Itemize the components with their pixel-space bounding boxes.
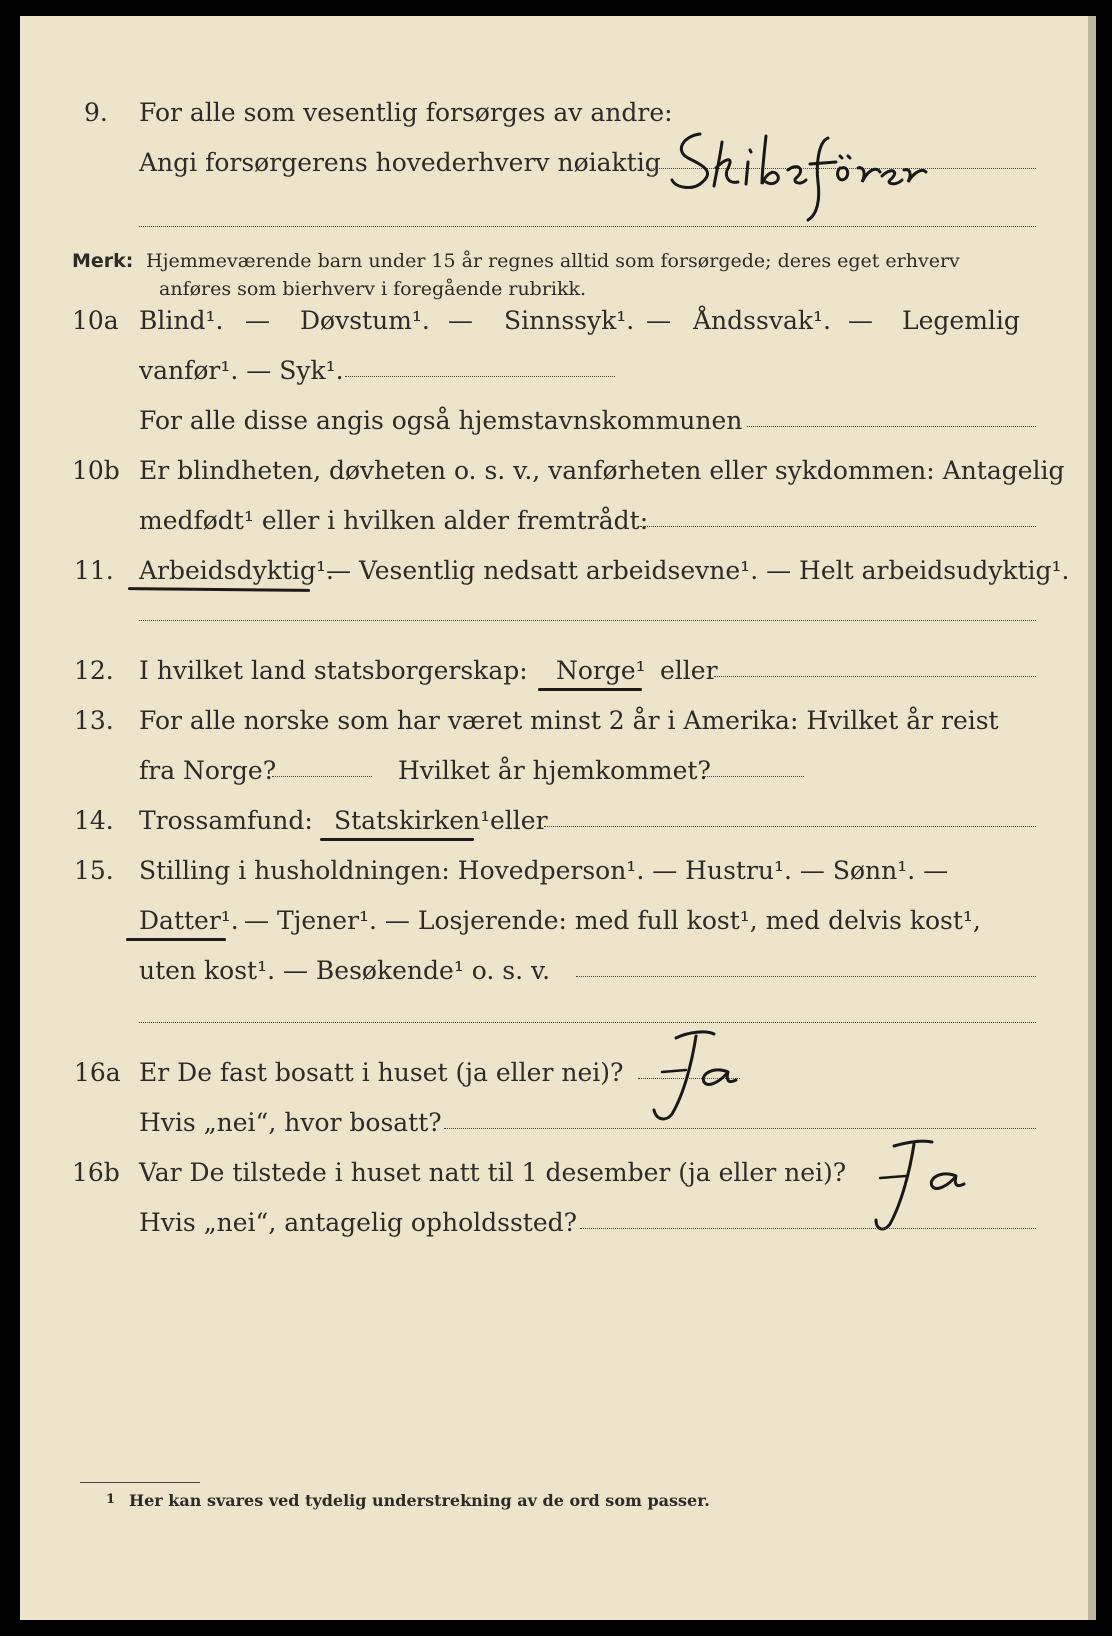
q12-norge: Norge¹ xyxy=(556,656,646,685)
q10a-dash-4: — xyxy=(848,306,873,335)
q10b-answer-line xyxy=(640,526,1036,527)
q10a-hjemstavn-line xyxy=(747,426,1036,427)
q10b-line1: Er blindheten, døvheten o. s. v., vanførheten eller sykdommen: Antagelig xyxy=(139,456,1065,485)
q11-underline xyxy=(128,587,310,592)
q10b-number: 10b xyxy=(72,456,120,485)
q10a-dash-1: — xyxy=(245,306,270,335)
q10a-syk-line xyxy=(345,376,615,377)
footnote-separator xyxy=(80,1482,200,1483)
footnote-mark: 1 xyxy=(106,1492,116,1507)
q10a-number: 10a xyxy=(72,306,119,335)
q14-statskirken: Statskirken¹ xyxy=(334,806,491,835)
q14-number: 14. xyxy=(74,806,114,835)
q10a-sinnssyk: Sinnssyk¹. xyxy=(504,306,635,335)
q10a-legemlig: Legemlig xyxy=(902,306,1020,335)
q15-line2: — Tjener¹. — Losjerende: med full kost¹, med delvis kost¹, xyxy=(244,906,981,935)
q15-answer-line xyxy=(576,976,1036,977)
q11-answer-line xyxy=(139,620,1036,621)
q16b-line2: Hvis „nei“, antagelig opholdssted? xyxy=(139,1208,578,1237)
merk-line1: Hjemmeværende barn under 15 år regnes alltid som forsørgede; deres eget erhverv xyxy=(146,250,960,272)
q12-underline xyxy=(538,688,642,691)
q15-number: 15. xyxy=(74,856,114,885)
q10a-andssvak: Åndssvak¹. xyxy=(693,306,831,335)
q11-arbeidsdyktig: Arbeidsdyktig¹. xyxy=(139,556,334,585)
q16b-number: 16b xyxy=(72,1158,120,1187)
q16a-bosatt-line xyxy=(444,1128,1036,1129)
footnote-text: Her kan svares ved tydelig understrekning av de ord som passer. xyxy=(129,1491,710,1510)
q16b-opholdssted-line xyxy=(580,1228,1036,1229)
q14-label: Trossamfund: xyxy=(139,806,313,835)
q12-label: I hvilket land statsborgerskap: xyxy=(139,656,528,685)
q10a-dash-3: — xyxy=(646,306,671,335)
q9-number: 9. xyxy=(84,98,108,127)
q9-handwritten-answer xyxy=(670,122,930,232)
q16b-handwritten-answer xyxy=(856,1132,976,1242)
q16a-line1: Er De fast bosatt i huset (ja eller nei)? xyxy=(139,1058,624,1087)
q10a-blind: Blind¹. xyxy=(139,306,224,335)
q9-line2: Angi forsørgerens hovederhverv nøiaktig xyxy=(139,148,661,177)
q10a-line3: For alle disse angis også hjemstavnskommunen xyxy=(139,406,743,435)
q15-extra-answer-line xyxy=(139,1022,1036,1023)
merk-label: Merk: xyxy=(72,250,134,272)
q9-extra-answer-line xyxy=(139,226,1036,227)
q15-underline xyxy=(126,938,226,941)
q13-reist-line xyxy=(272,776,372,777)
q12-eller: eller xyxy=(660,656,718,685)
q16a-number: 16a xyxy=(74,1058,121,1087)
q15-line3: uten kost¹. — Besøkende¹ o. s. v. xyxy=(139,956,551,985)
census-form-page xyxy=(20,16,1096,1620)
q11-number: 11. xyxy=(74,556,114,585)
q12-answer-line xyxy=(714,676,1036,677)
q14-eller: eller xyxy=(490,806,548,835)
q11-other-options: — Vesentlig nedsatt arbeidsevne¹. — Helt arbeidsudyktig¹. xyxy=(326,556,1070,585)
q15-datter: Datter¹. xyxy=(139,906,239,935)
q14-answer-line xyxy=(544,826,1036,827)
q14-underline xyxy=(320,838,474,841)
q10b-line2: medfødt¹ eller i hvilken alder fremtrådt: xyxy=(139,506,649,535)
q12-number: 12. xyxy=(74,656,114,685)
merk-line2: anføres som bierhverv i foregående rubrikk. xyxy=(159,278,587,300)
q13-number: 13. xyxy=(74,706,114,735)
q13-hjemkommet-line xyxy=(704,776,804,777)
q10a-dash-2: — xyxy=(448,306,473,335)
q10a-dovstum: Døvstum¹. xyxy=(300,306,430,335)
q16b-line1: Var De tilstede i huset natt til 1 desember (ja eller nei)? xyxy=(139,1158,847,1187)
q13-reist-label: fra Norge? xyxy=(139,756,277,785)
q10a-line2: vanfør¹. — Syk¹. xyxy=(139,356,344,385)
page-edge xyxy=(1088,16,1096,1620)
q15-line1: Stilling i husholdningen: Hovedperson¹. — Hustru¹. — Sønn¹. — xyxy=(139,856,949,885)
q16a-line2: Hvis „nei“, hvor bosatt? xyxy=(139,1108,442,1137)
q16a-handwritten-answer xyxy=(632,1022,742,1132)
q13-hjemkommet-label: Hvilket år hjemkommet? xyxy=(398,756,711,785)
q9-line1: For alle som vesentlig forsørges av andre: xyxy=(139,98,673,127)
q13-line1: For alle norske som har været minst 2 år i Amerika: Hvilket år reist xyxy=(139,706,999,735)
